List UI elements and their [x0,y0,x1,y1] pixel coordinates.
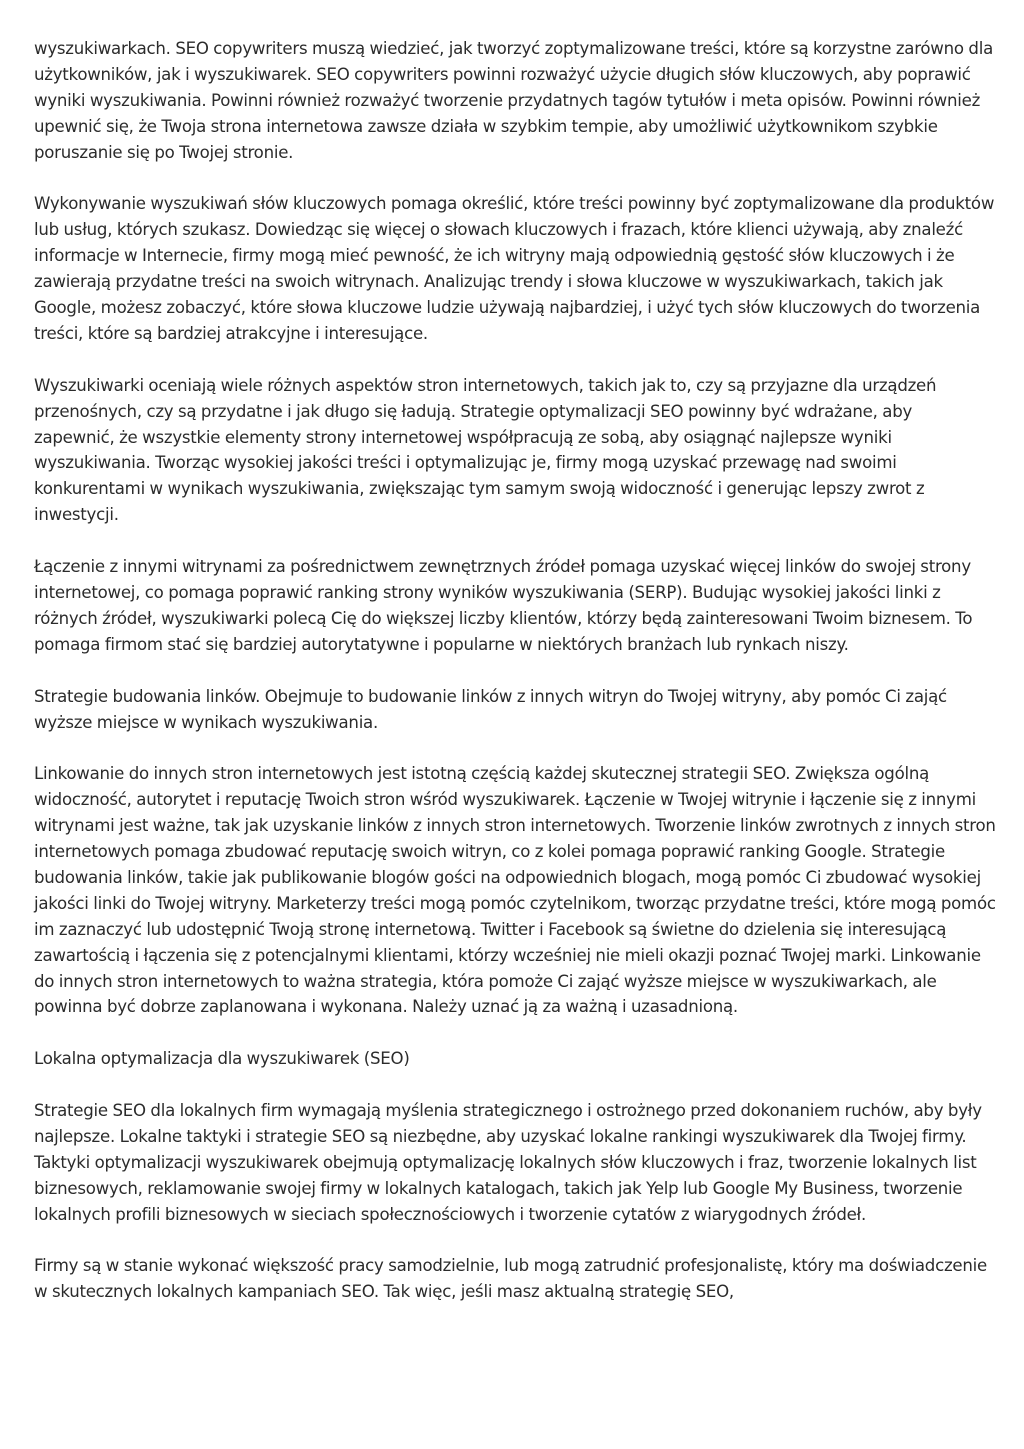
document-body [34,36,996,1331]
paragraph-local-seo-strategies: Strategie SEO dla lokalnych firm wymagają myślenia strategicznego i ostrożnego przed dokonaniem ruchów, aby były najlepsze. Lokalne taktyki i strategie SEO są niezbędne, aby uzyskać lokalne rankingi wyszukiwarek dla Twojej firmy. Taktyki optymalizacji wyszukiwarek obejmują optymalizację lokalnych słów kluczowych i fraz, tworzenie lokalnych list biznesowych, reklamowanie swojej firmy w lokalnych katalogach, takich jak Yelp lub Google My Business, tworzenie lokalnych profili biznesowych w sieciach społecznościowych i tworzenie cytatów z wiarygodnych źródeł. [34,1101,982,1224]
paragraph-search-engine-ranking: Wyszukiwarki oceniają wiele różnych aspektów stron internetowych, takich jak to, czy są przyjazne dla urządzeń przenośnych, czy są przydatne i jak długo się ładują. Strategie optymalizacji SEO powinny być wdrażane, aby zapewnić, że wszystkie elementy strony internetowej współpracują ze sobą, aby osiągnąć najlepsze wyniki wyszukiwania. Tworząc wysokiej jakości treści i optymalizując je, firmy mogą uzyskać przewagę nad swoimi konkurentami w wynikach wyszukiwania, zwiększając tym samym swoją widoczność i generując lepszy zwrot z inwestycji. [34,375,937,525]
paragraph-local-seo-professionals: Firmy są w stanie wykonać większość pracy samodzielnie, lub mogą zatrudnić profesjonalistę, który ma doświadczenie w skutecznych lokalnych kampaniach SEO. Tak więc, jeśli masz aktualną strategię SEO, [34,1256,987,1302]
paragraph-seo-copywriters: wyszukiwarkach. SEO copywriters muszą wiedzieć, jak tworzyć zoptymalizowane treści, które są korzystne zarówno dla użytkowników, jak i wyszukiwarek. SEO copywriters powinni rozważyć użycie długich słów kluczowych, aby poprawić wyniki wyszukiwania. Powinni również rozważyć tworzenie przydatnych tagów tytułów i meta opisów. Powinni również upewnić się, że Twoja strona internetowa zawsze działa w szybkim tempie, aby umożliwić użytkownikom szybkie poruszanie się po Twojej stronie. [34,39,993,162]
paragraph-external-links: Łączenie z innymi witrynami za pośrednictwem zewnętrznych źródeł pomaga uzyskać więcej linków do swojej strony internetowej, co pomaga poprawić ranking strony wyników wyszukiwania (SERP). Budując wysokiej jakości linki z różnych źródeł, wyszukiwarki polecą Cię do większej liczby klientów, którzy będą zainteresowani Twoim biznesem. To pomaga firmom stać się bardziej autorytatywne i popularne w niektórych branżach lub rynkach niszy. [34,557,973,654]
paragraph-link-building-strategies: Strategie budowania linków. Obejmuje to budowanie linków z innych witryn do Twojej witryny, aby pomóc Ci zająć wyższe miejsce w wynikach wyszukiwania. [34,686,947,732]
paragraph-keyword-research: Wykonywanie wyszukiwań słów kluczowych pomaga określić, które treści powinny być zoptymalizowane dla produktów lub usług, których szukasz. Dowiedząc się więcej o słowach kluczowych i frazach, które klienci używają, aby znaleźć informacje w Internecie, firmy mogą mieć pewność, że ich witryny mają odpowiednią gęstość słów kluczowych i że zawierają przydatne treści na swoich witrynach. Analizując trendy i słowa kluczowe w wyszukiwarkach, takich jak Google, możesz zobaczyć, które słowa kluczowe ludzie używają najbardziej, i użyć tych słów kluczowych do tworzenia treści, które są bardziej atrakcyjne i interesujące. [34,194,995,343]
section-heading-local-seo: Lokalna optymalizacja dla wyszukiwarek (SEO) [34,1049,410,1069]
paragraph-linking-other-sites: Linkowanie do innych stron internetowych jest istotną częścią każdej skutecznej strategii SEO. Zwiększa ogólną widoczność, autorytet i reputację Twoich stron wśród wyszukiwarek. Łączenie w Twojej witrynie i łączenie się z innymi witrynami jest ważne, tak jak uzyskanie linków z innych stron internetowych. Tworzenie linków zwrotnych z innych stron internetowych pomaga zbudować reputację swoich witryn, co z kolei pomaga poprawić ranking Google. Strategie budowania linków, takie jak publikowanie blogów gości na odpowiednich blogach, mogą pomóc Ci zbudować wysokiej jakości linki do Twojej witryny. Marketerzy treści mogą pomóc czytelnikom, tworząc przydatne treści, które mogą pomóc im zaznaczyć lub udostępnić Twoją stronę internetową. Twitter i Facebook są świetne do dzielenia się interesującą zawartością i łączenia się z potencjalnymi klientami, którzy wcześniej nie mieli okazji poznać Twojej marki. Linkowanie do innych stron internetowych to ważna strategia, która pomoże Ci zająć wyższe miejsce w wyszukiwarkach, ale powinna być dobrze zaplanowana i wykonana. Należy uznać ją za ważną i uzasadnioną. [34,764,996,1017]
